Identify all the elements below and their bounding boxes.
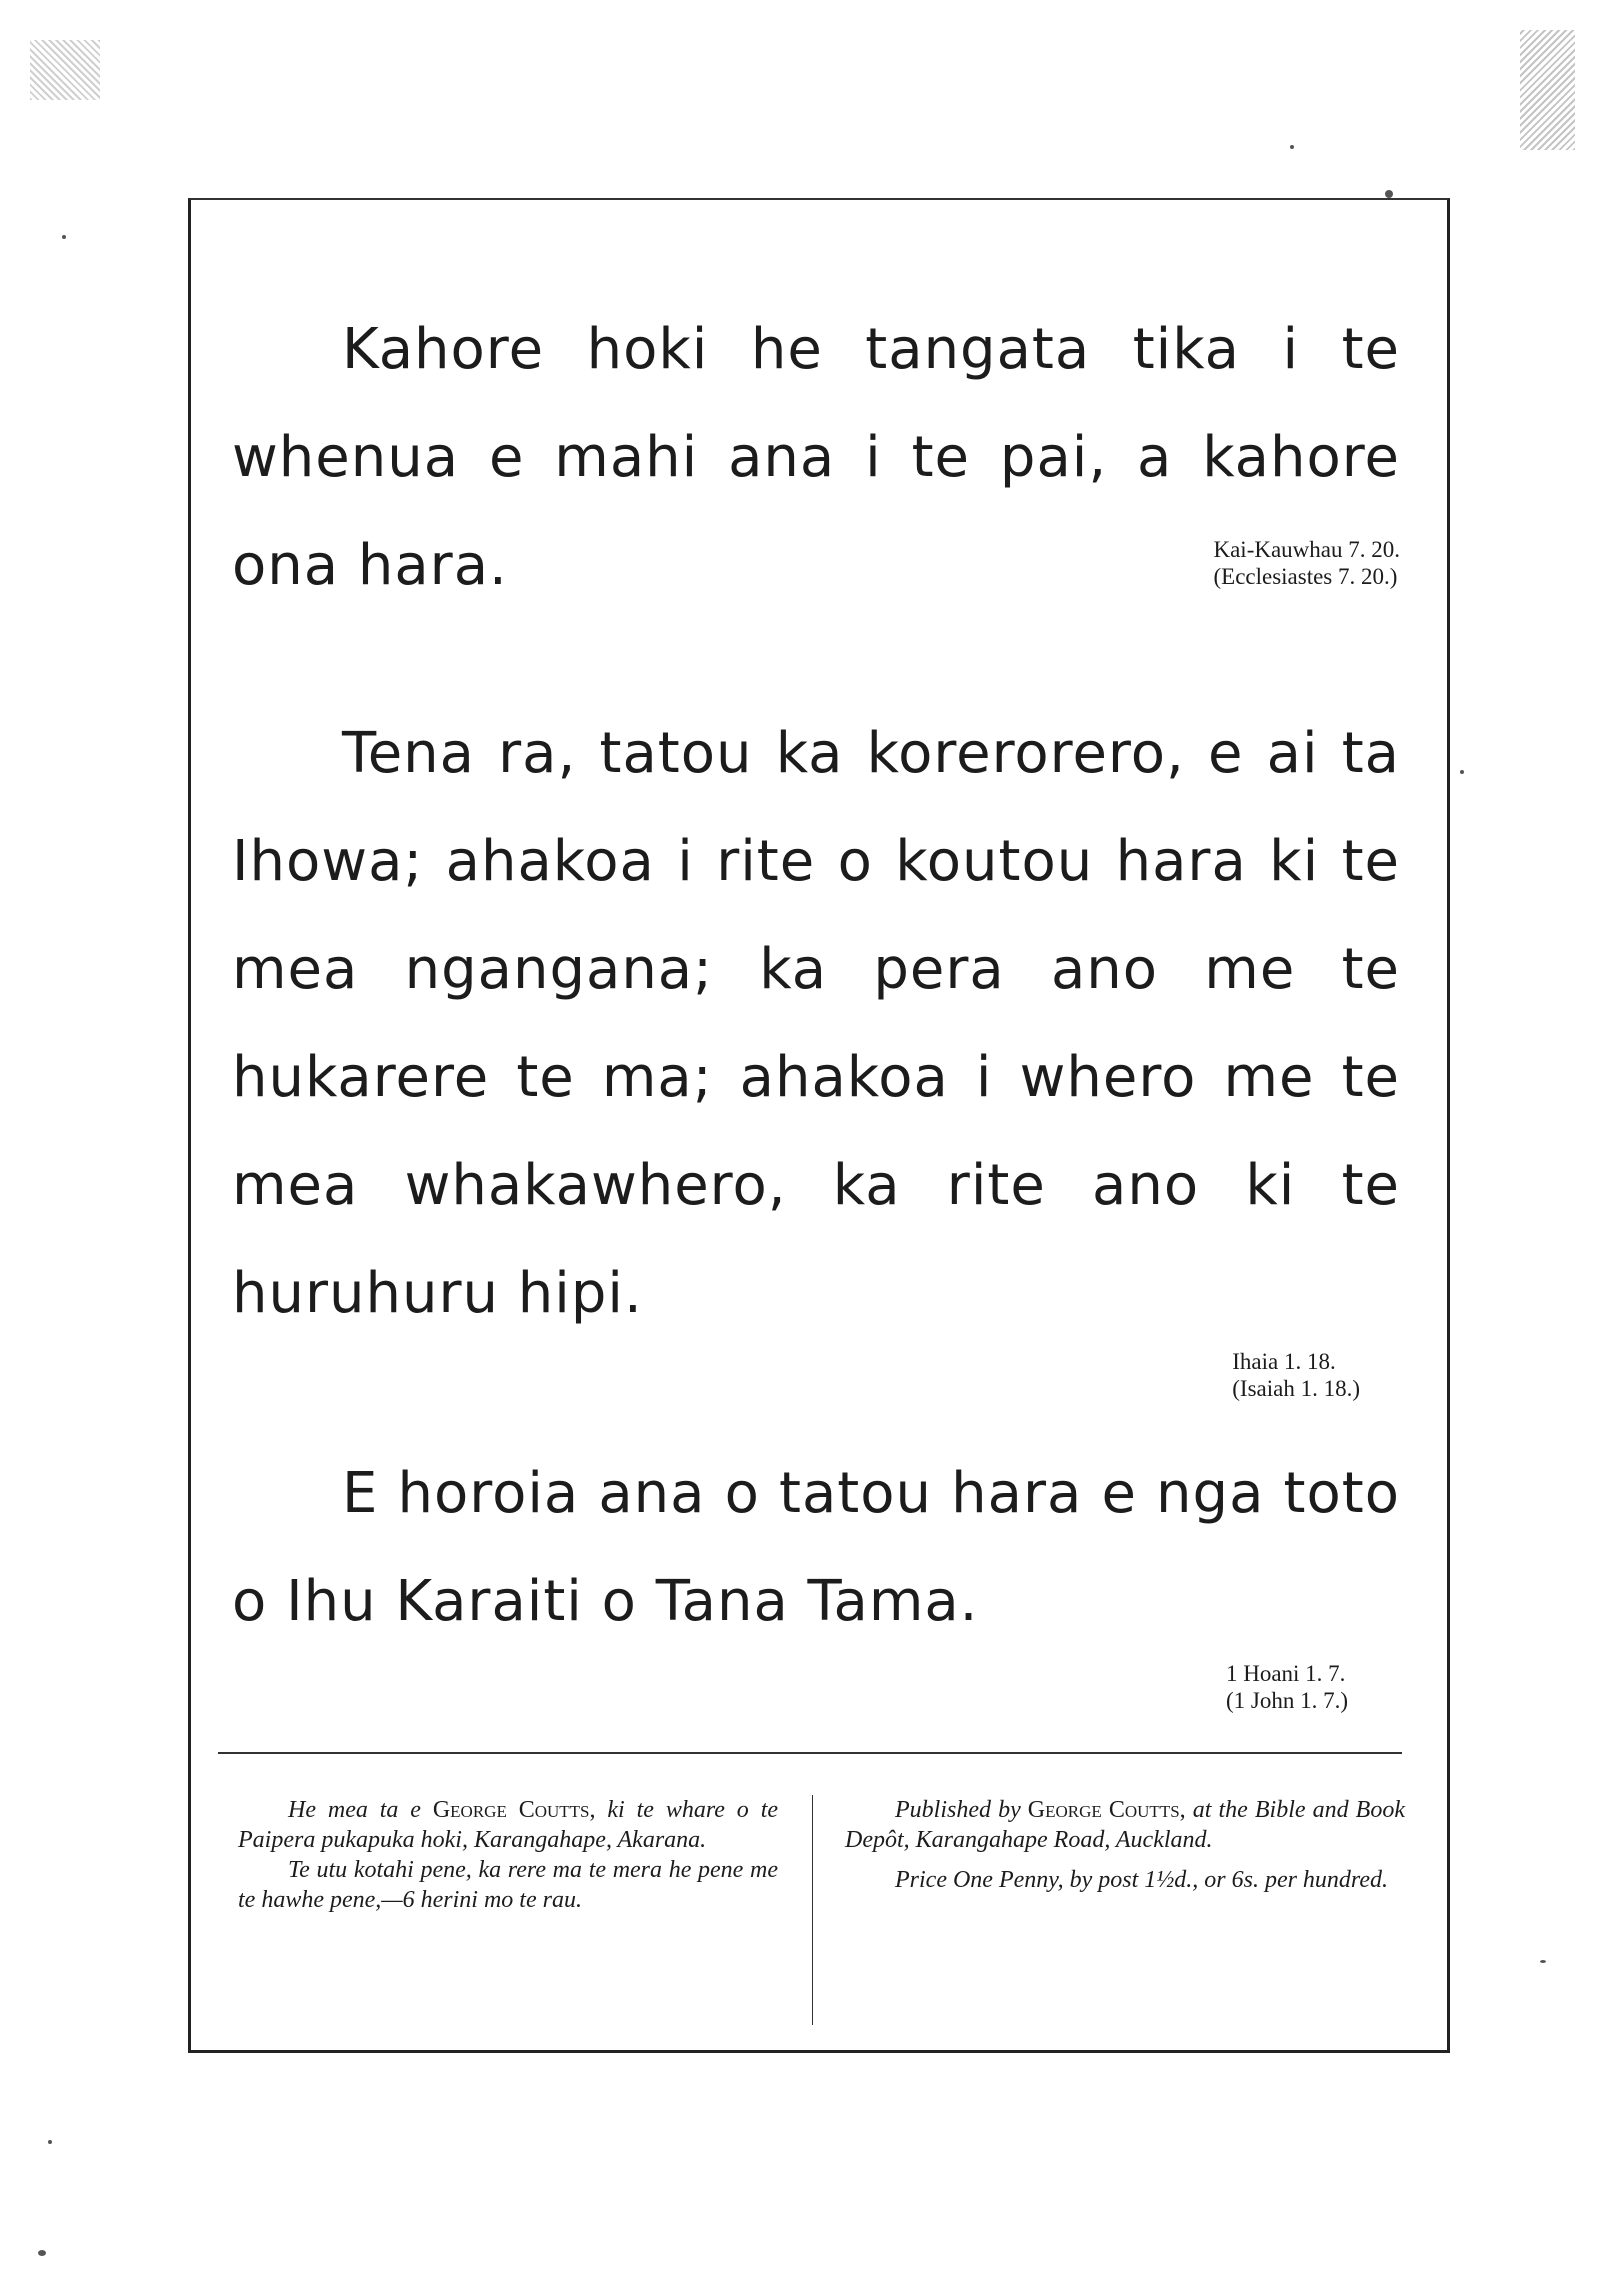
scan-speck xyxy=(38,2250,46,2256)
colophon-maori xyxy=(238,1795,778,1915)
verse-2-ref-maori: Ihaia 1. 18. xyxy=(1232,1349,1336,1374)
verse-1 xyxy=(232,296,1400,620)
verse-2-ref-english: (Isaiah 1. 18.) xyxy=(1232,1376,1360,1401)
verse-3-ref-maori: 1 Hoani 1. 7. xyxy=(1225,1661,1346,1686)
verse-3-reference xyxy=(1226,1660,1348,1714)
verse-1-ref-english: (Ecclesiastes 7. 20.) xyxy=(1213,564,1398,589)
verse-1-ref-maori: Kai-Kauwhau 7. 20. xyxy=(1213,537,1400,562)
colophon-maori-price: Te utu kotahi pene, ka rere ma te mera he pene me te hawhe pene,—6 herini mo te rau. xyxy=(238,1857,778,1913)
colophon-maori-publisher: He mea ta e George Coutts, ki te whare o te Paipera pukapuka hoki, Karangahape, Akarana. xyxy=(238,1797,779,1853)
verse-2-reference xyxy=(1232,1348,1360,1402)
scan-speck xyxy=(1385,190,1393,198)
colophon-english-price: Price One Penny, by post 1½d., or 6s. per hundred. xyxy=(895,1867,1389,1893)
publisher-name: George Coutts, xyxy=(432,1797,596,1823)
verse-3 xyxy=(232,1440,1400,1713)
scan-speck xyxy=(62,235,66,239)
publisher-name: George Coutts, xyxy=(1027,1797,1186,1823)
scan-speck xyxy=(30,40,100,100)
verse-2-text: Tena ra, tatou ka korerorero, e ai ta Ihowa; ahakoa i rite o koutou hara ki te mea ngangana; ka pera ano me te hukarere te ma; ahakoa i whero me te mea whakawhero, ka rite ano ki te huruhuru hipi. xyxy=(232,721,1400,1326)
verse-1-reference xyxy=(1213,536,1400,590)
scan-speck xyxy=(1290,145,1294,149)
scan-speck xyxy=(1460,770,1464,774)
colophon-divider xyxy=(812,1795,813,2025)
scan-speck xyxy=(1520,30,1575,150)
verse-3-ref-english: (1 John 1. 7.) xyxy=(1225,1688,1348,1713)
colophon-english-publisher: Published by George Coutts, at the Bible and Book Depôt, Karangahape Road, Auckland. xyxy=(845,1797,1405,1853)
verse-2 xyxy=(232,700,1400,1401)
verse-3-text: E horoia ana o tatou hara e nga toto o Ihu Karaiti o Tana Tama. xyxy=(232,1461,1400,1634)
footer-rule xyxy=(218,1752,1402,1754)
verse-1-text: Kahore hoki he tangata tika i te whenua e mahi ana i te pai, a kahore ona hara. xyxy=(232,317,1400,598)
scan-speck xyxy=(48,2140,52,2144)
colophon-english xyxy=(845,1795,1405,1895)
scan-speck xyxy=(1540,1960,1546,1963)
